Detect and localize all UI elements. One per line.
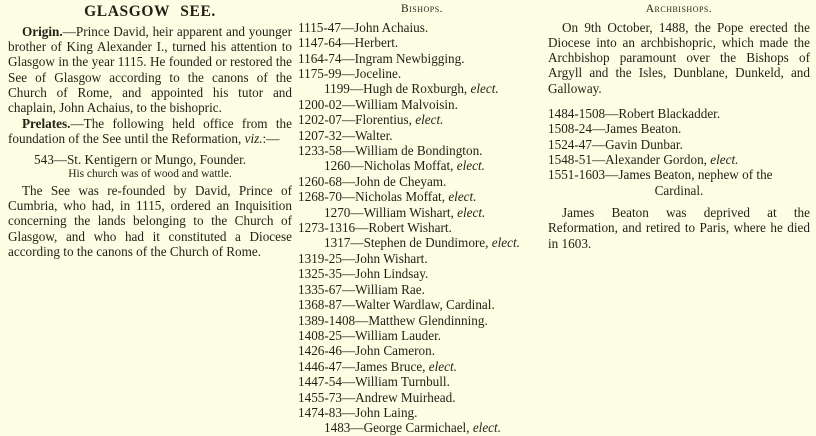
entry-dash: — (350, 158, 364, 174)
entry-name: Stephen de Dundimore, (363, 235, 492, 251)
spacer (548, 97, 810, 106)
entry-name: Hugh de Roxburgh, (363, 81, 471, 97)
entry-dash: — (349, 81, 364, 97)
list-item (298, 390, 546, 405)
list-item (298, 420, 546, 435)
entry-name: Andrew Muirhead. (355, 389, 456, 405)
entry-name: Ingram Newbigging. (354, 50, 465, 66)
entry-elect-marker: elect. (428, 358, 457, 374)
entry-name: William Malvoisin. (355, 96, 458, 112)
entry-dash: — (350, 420, 364, 436)
entry-dash: — (355, 220, 369, 236)
entry-dash: — (53, 151, 67, 167)
entry-name: Joceline. (354, 66, 402, 82)
list-item (8, 152, 292, 167)
entry-name: John de Cheyam. (355, 173, 447, 189)
entry-name: Nicholas Moffat, (363, 158, 457, 174)
entry-years: 1202-07 (298, 112, 342, 128)
entry-name: John Lindsay. (355, 266, 429, 282)
list-item (298, 297, 546, 312)
entry-years: 1260 (324, 158, 351, 174)
entry-dash: — (341, 343, 356, 359)
spacer (548, 198, 810, 205)
list-item (298, 66, 546, 81)
archbishops-paragraph-2: James Beaton was deprived at the Reformation, and retired to Paris, where he died in 1603. (548, 205, 810, 251)
entry-dash: — (341, 143, 356, 159)
entry-name: Florentius, (355, 112, 416, 128)
prelates-text-after: :— (262, 131, 280, 147)
entry-name: Walter. (355, 127, 393, 143)
origin-dash: — (62, 24, 76, 40)
column-archbishops (548, 0, 810, 252)
entry-name: William Turnbull. (355, 374, 450, 390)
list-item (298, 405, 546, 420)
entry-dash: — (591, 121, 606, 137)
list-item (298, 35, 546, 50)
entry-years: 1368-87 (298, 297, 342, 313)
entry-years: 1524-47 (548, 136, 592, 152)
list-item (548, 121, 810, 136)
entry-name: Nicholas Moffat, (355, 189, 449, 205)
entry-dash: — (605, 105, 619, 121)
entry-name: James Beaton. (605, 121, 682, 137)
entry-dash: — (340, 19, 355, 35)
list-item (298, 235, 546, 250)
entry-years: 1164-74 (298, 50, 342, 66)
entry-years: 1199 (324, 81, 350, 97)
entry-years: 1484-1508 (548, 105, 606, 121)
entry-dash: — (341, 66, 355, 82)
archbishops-paragraph-1: On 9th October, 1488, the Pope erected the Diocese into an archbishopric, which made the Archbishop paramount over the Bishops of Argyll and the Isles, Dunblane, Dunkeld, and Galloway. (548, 19, 810, 96)
page-title: GLASGOW SEE. (84, 3, 216, 20)
list-item (298, 158, 546, 173)
entry-years: 1447-54 (298, 374, 342, 390)
archbishops-entry-list (548, 106, 810, 183)
entry-elect-marker: elect. (415, 112, 444, 128)
entry-years: 1408-25 (298, 327, 342, 343)
entry-years: 1426-46 (298, 343, 342, 359)
entry-years: 1389-1408 (298, 312, 356, 328)
entry-years: 1548-51 (548, 152, 592, 168)
entry-elect-marker: elect. (470, 81, 499, 97)
list-item (298, 359, 546, 374)
entry-years: 543 (34, 151, 54, 167)
origin-paragraph-text: Prince David, heir apparent and younger brother of King Alexander I., turned his attention to Glasgow in the year 1115. He founded or restored the See of Glasgow according to the canons of the Church of Rome, and appointed his tutor and chaplain, John Achaius, to the bishopric. (8, 24, 292, 116)
entry-name: William Lauder. (355, 327, 442, 343)
archbishops-heading: Archbishops. (645, 3, 713, 15)
list-item (298, 313, 546, 328)
entry-name: Robert Blackadder. (618, 105, 721, 121)
entry-elect-marker: elect. (710, 152, 739, 168)
bishops-entry-list (298, 20, 546, 436)
entry-dash: — (341, 404, 356, 420)
entry-name: John Laing. (355, 404, 418, 420)
entry-years: 1317 (324, 235, 351, 251)
entry-name: St. Kentigern or Mungo, Founder. (66, 151, 247, 167)
entry-dash: — (341, 173, 356, 189)
refounding-paragraph: The See was re-founded by David, Prince of Cumbria, who had, in 1115, ordered an Inquisition concerning the lands belonging to the Church of Glasgow, and who had it constituted a Diocese according to the canons of the Church of Rome. (8, 183, 292, 259)
origin-paragraph (8, 24, 292, 115)
entry-name: Gavin Dunbar. (605, 136, 683, 152)
entry-name: John Cameron. (355, 343, 436, 359)
entry-dash: — (341, 297, 356, 313)
entry-years: 1446-47 (298, 358, 342, 374)
list-item (298, 112, 546, 127)
entry-dash: — (341, 389, 356, 405)
list-item (298, 174, 546, 189)
entry-dash: — (350, 204, 364, 220)
founder-note: His church was of wood and wattle. (68, 168, 232, 181)
list-item (298, 343, 546, 358)
entry-name: William de Bondington. (355, 143, 483, 159)
entry-name: George Carmichael, (363, 420, 473, 436)
entry-elect-marker: elect. (491, 235, 520, 251)
entry-name: Alexander Gordon, (605, 152, 711, 168)
entry-name: James Bruce, (355, 358, 429, 374)
entry-dash: — (341, 50, 355, 66)
prelates-heading-label: Prelates. (22, 116, 71, 132)
list-item (298, 251, 546, 266)
entry-years: 1455-73 (298, 389, 342, 405)
entry-dash: — (341, 127, 356, 143)
entry-years: 1273-1316 (298, 220, 356, 236)
entry-dash: — (341, 327, 356, 343)
entry-dash: — (591, 152, 606, 168)
entry-years: 1551-1603 (548, 167, 606, 183)
entry-dash: — (341, 189, 356, 205)
origin-heading-label: Origin. (22, 24, 63, 40)
entry-years: 1115-47 (298, 19, 341, 35)
entry-name: Matthew Glendinning. (368, 312, 488, 328)
list-item (548, 137, 810, 152)
entry-years: 1207-32 (298, 127, 342, 143)
entry-name: Walter Wardlaw, Cardinal. (355, 297, 495, 313)
entry-elect-marker: elect. (457, 204, 486, 220)
entry-dash: — (341, 112, 356, 128)
list-item (298, 51, 546, 66)
founder-entry-list (8, 152, 292, 167)
list-item (298, 189, 546, 204)
entry-elect-marker: elect. (448, 189, 477, 205)
entry-dash: — (341, 35, 355, 51)
list-item (298, 205, 546, 220)
entry-dash: — (355, 312, 369, 328)
entry-name: Herbert. (354, 35, 399, 51)
archbishop-entry-continuation: Cardinal. (654, 182, 704, 198)
prelates-dash: — (70, 116, 84, 132)
entry-dash: — (341, 250, 356, 266)
entry-years: 1508-24 (548, 121, 592, 137)
entry-dash: — (350, 235, 364, 251)
list-item (298, 128, 546, 143)
entry-dash: — (341, 374, 356, 390)
entry-years: 1268-70 (298, 189, 342, 205)
entry-dash: — (341, 358, 356, 374)
entry-years: 1175-99 (298, 66, 342, 82)
bishops-heading: Bishops. (400, 3, 444, 15)
entry-years: 1335-67 (298, 281, 342, 297)
entry-dash: — (341, 266, 356, 282)
list-item (298, 220, 546, 235)
prelates-text-before: The following held office from the foundation of the See until the Reformation, (8, 116, 292, 147)
list-item (298, 374, 546, 389)
list-item (298, 143, 546, 158)
entry-years: 1200-02 (298, 96, 342, 112)
entry-years: 1233-58 (298, 143, 342, 159)
entry-dash: — (591, 136, 606, 152)
entry-name: William Rae. (355, 281, 425, 297)
prelates-paragraph (8, 116, 292, 146)
entry-name: John Achaius. (354, 19, 429, 35)
list-item (548, 152, 810, 167)
column-bishops (298, 0, 546, 436)
list-item (548, 106, 810, 121)
entry-years: 1474-83 (298, 404, 342, 420)
entry-years: 1483 (324, 420, 351, 436)
list-item (298, 282, 546, 297)
list-item (298, 81, 546, 96)
entry-name: James Beaton, nephew of the (618, 167, 773, 183)
entry-name: William Wishart, (363, 204, 458, 220)
list-item (298, 266, 546, 281)
entry-years: 1260-68 (298, 173, 342, 189)
prelates-viz: viz. (244, 131, 263, 147)
entry-dash: — (605, 167, 619, 183)
entry-name: John Wishart. (355, 250, 428, 266)
entry-years: 1147-64 (298, 35, 342, 51)
entry-name: Robert Wishart. (368, 220, 452, 236)
list-item (298, 20, 546, 35)
list-item (548, 167, 810, 182)
list-item (298, 97, 546, 112)
entry-years: 1319-25 (298, 250, 342, 266)
entry-years: 1325-35 (298, 266, 342, 282)
entry-elect-marker: elect. (456, 158, 485, 174)
entry-years: 1270 (324, 204, 351, 220)
entry-elect-marker: elect. (472, 420, 501, 436)
entry-dash: — (341, 281, 356, 297)
entry-dash: — (341, 96, 356, 112)
column-origin (8, 0, 292, 260)
list-item (298, 328, 546, 343)
